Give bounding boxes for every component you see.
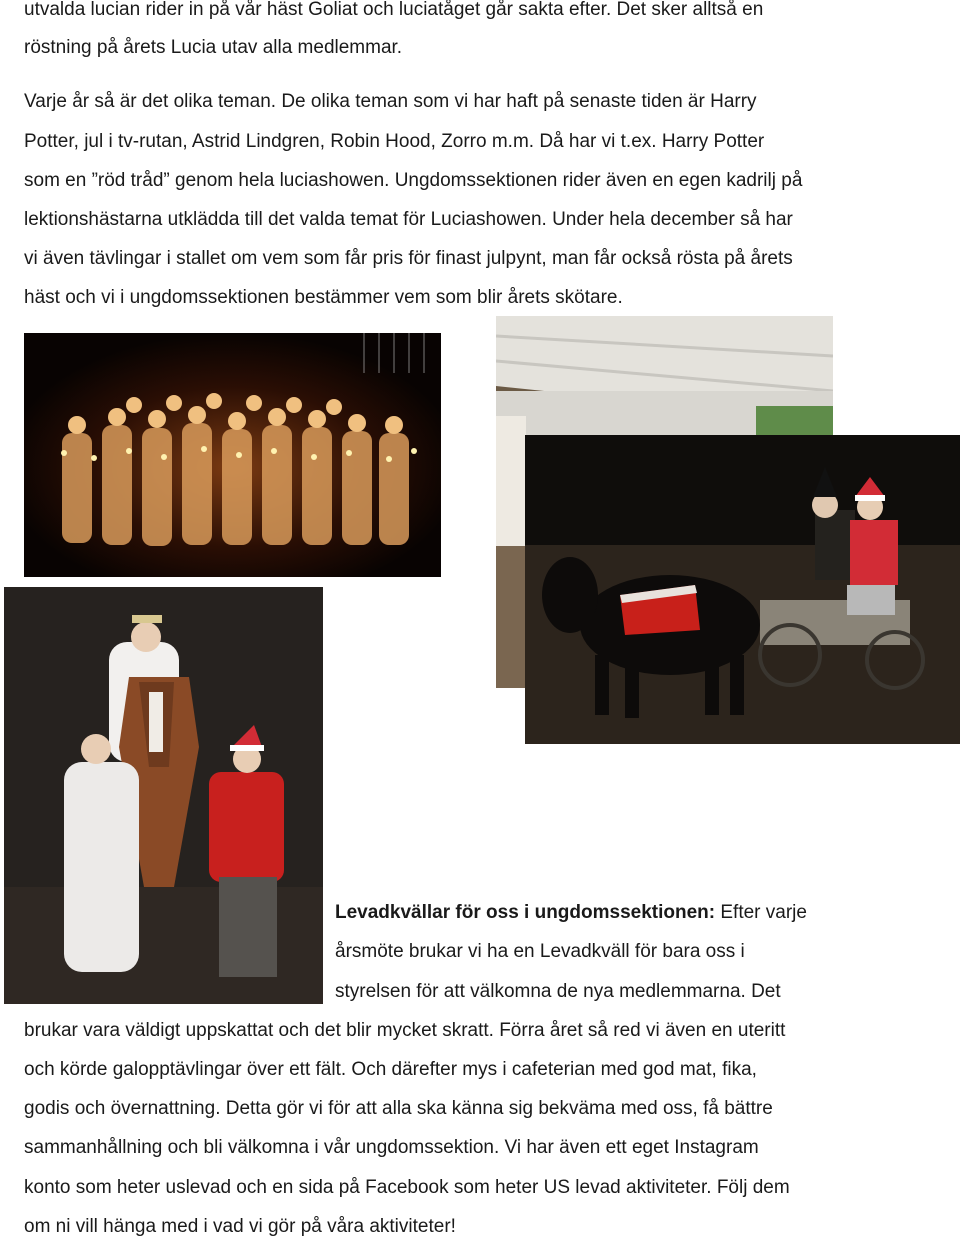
levad-line-6: om ni vill hänga med i vad vi gör på våra aktiviteter!: [24, 1216, 456, 1237]
lucia-choir-photo: [24, 333, 441, 577]
lucia-horse-photo: [4, 587, 323, 1004]
levad-side-line-2: styrelsen för att välkomna de nya medlemmarna. Det: [335, 981, 781, 1002]
themes-line-4: lektionshästarna utklädda till det valda temat för Luciashowen. Under hela december så har: [24, 209, 793, 230]
themes-line-2: Potter, jul i tv-rutan, Astrid Lindgren, Robin Hood, Zorro m.m. Då har vi t.ex. Harry Potter: [24, 131, 765, 152]
levad-heading: Levadkvällar för oss i ungdomssektionen:: [335, 902, 716, 923]
levad-first-line: [335, 901, 807, 925]
levad-line-4: sammanhållning och bli välkomna i vår ungdomssektion. Vi har även ett eget Instagram: [24, 1137, 759, 1158]
themes-line-5: vi även tävlingar i stallet om vem som får pris för finast julpynt, man får också rösta på årets: [24, 248, 793, 269]
levad-line-3: godis och övernattning. Detta gör vi för att alla ska känna sig bekväma med oss, få bättre: [24, 1098, 773, 1119]
levad-line-5: konto som heter uslevad och en sida på Facebook som heter US levad aktiviteter. Följ dem: [24, 1177, 790, 1198]
themes-line-1: Varje år så är det olika teman. De olika teman som vi har haft på senaste tiden är Harry: [24, 91, 757, 112]
levad-line-1: brukar vara väldigt uppskattat och det blir mycket skratt. Förra året så red vi även en uteritt: [24, 1020, 786, 1041]
levad-first-line-rest: Efter varje: [715, 902, 807, 923]
pony-cart-photo: [525, 435, 960, 744]
intro-line-1: utvalda lucian rider in på vår häst Goliat och luciatåget går sakta efter. Det sker alltså en: [24, 0, 764, 20]
themes-line-6: häst och vi i ungdomssektionen bestämmer vem som blir årets skötare.: [24, 287, 623, 308]
themes-line-3: som en ”röd tråd” genom hela luciashowen. Ungdomssektionen rider även en egen kadrilj på: [24, 170, 803, 191]
intro-line-2: röstning på årets Lucia utav alla medlemmar.: [24, 37, 403, 58]
levad-line-2: och körde galopptävlingar över ett fält. Och därefter mys i cafeterian med god mat, fika,: [24, 1059, 757, 1080]
levad-side-line-1: årsmöte brukar vi ha en Levadkväll för bara oss i: [335, 941, 745, 962]
